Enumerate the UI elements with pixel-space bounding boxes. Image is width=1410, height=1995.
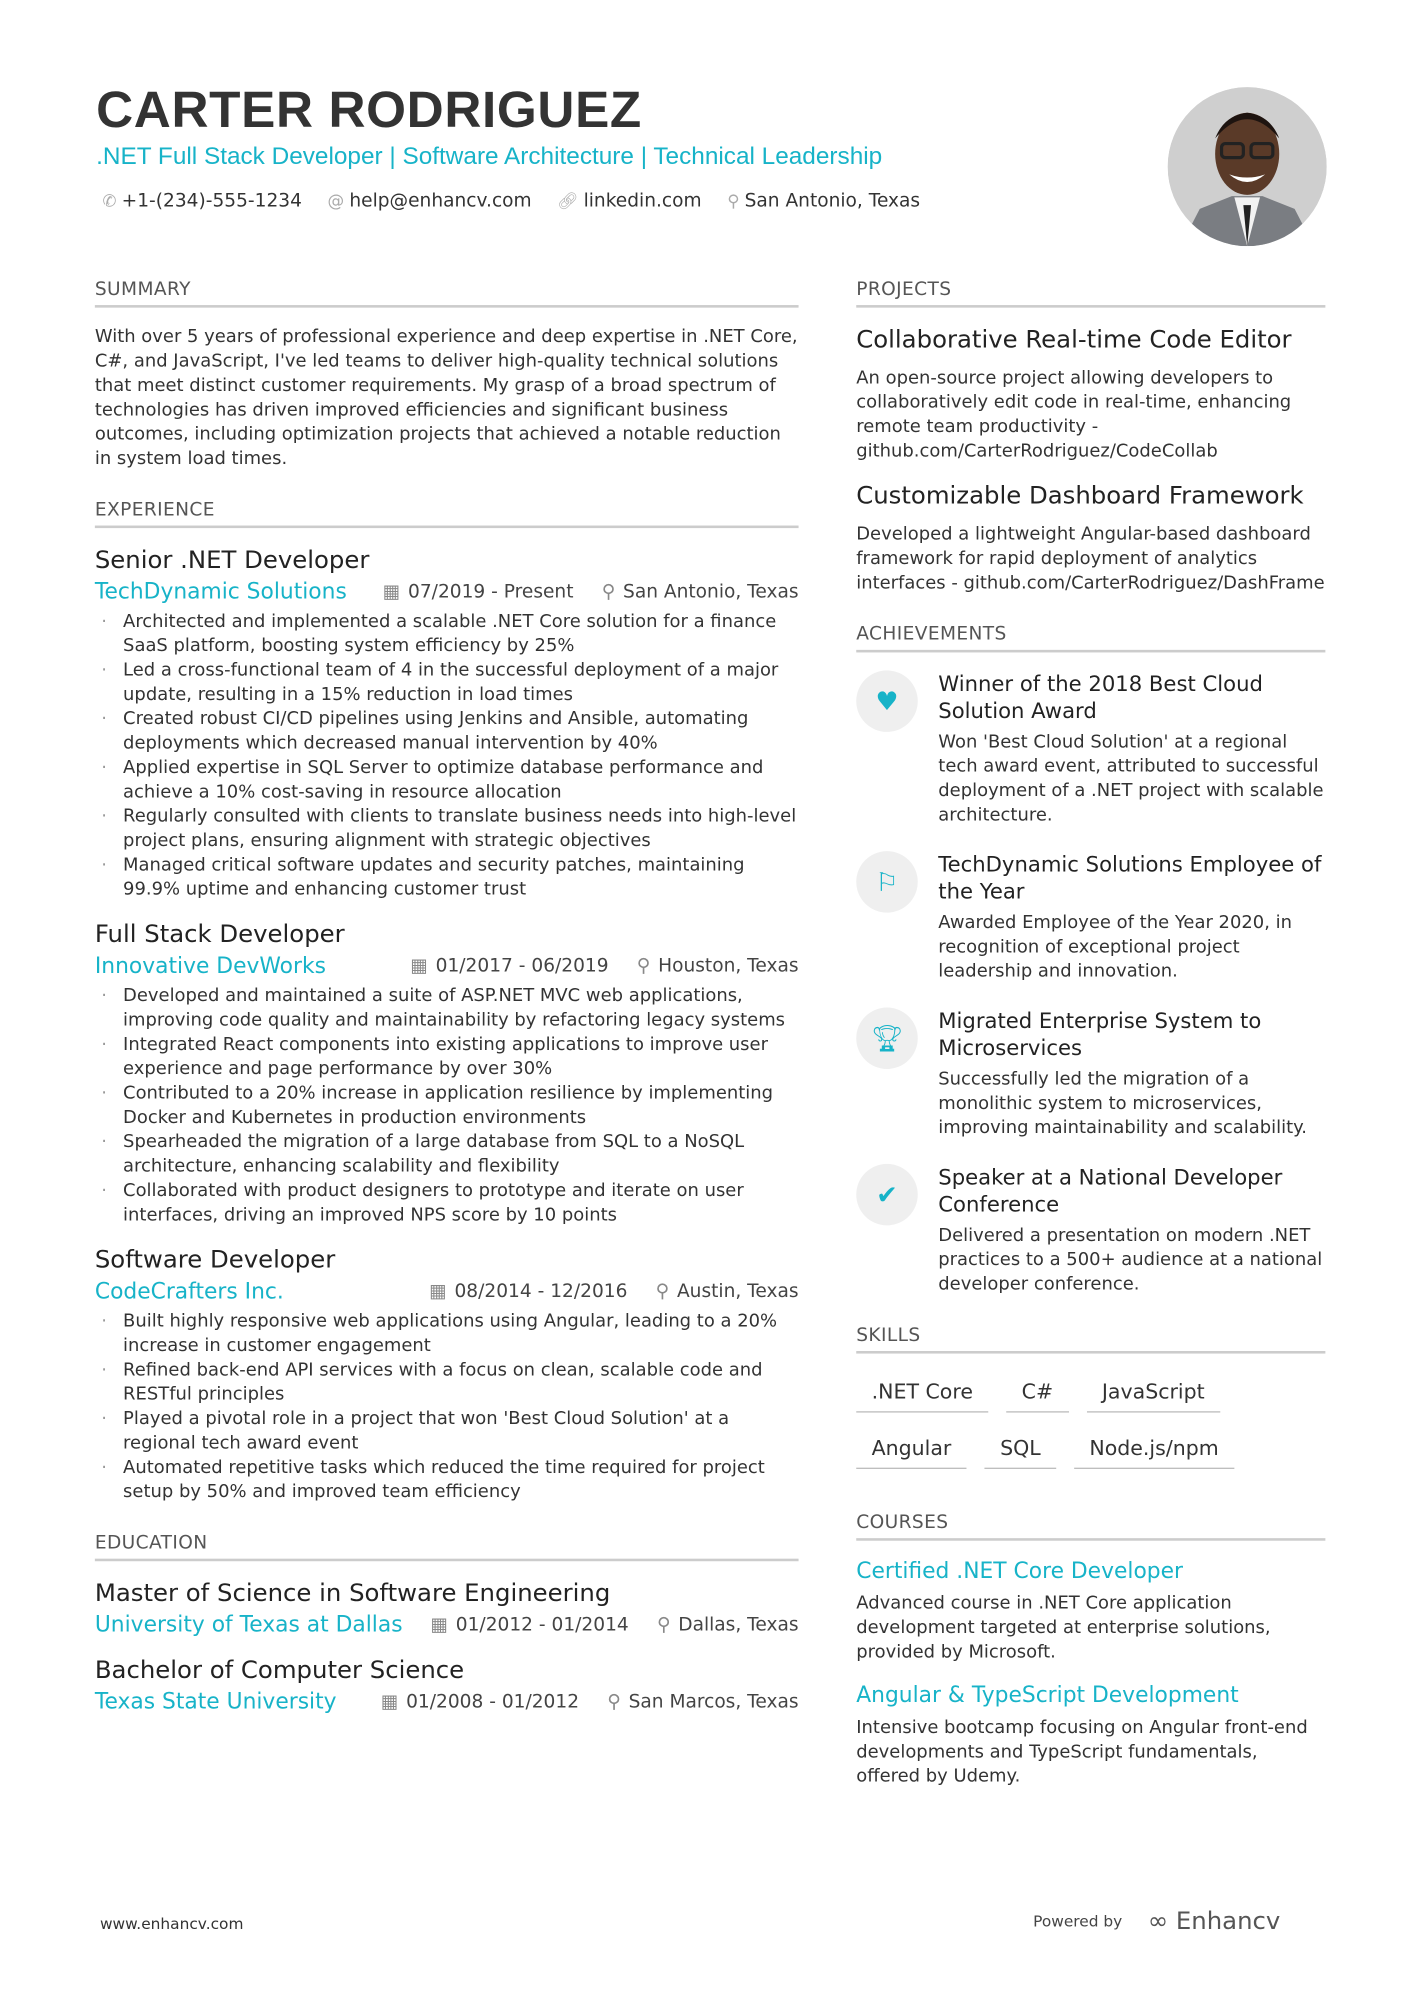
- date-text: 08/2014 - 12/2016: [454, 1281, 628, 1303]
- location-pin-icon: ⚲: [636, 956, 651, 977]
- location-text: Dallas, Texas: [678, 1615, 799, 1636]
- project-title: Collaborative Real-time Code Editor: [856, 325, 1292, 354]
- education-section: [95, 1533, 799, 1715]
- job-title: Full Stack Developer: [94, 920, 345, 949]
- degree-title: Bachelor of Computer Science: [94, 1656, 465, 1685]
- bullet-item: · Refined back-end API services with a focus on clean, scalable code and RESTful principles: [95, 1359, 799, 1408]
- contact-location: ⚲ San Antonio, Texas: [727, 190, 921, 212]
- powered-by-label: Powered by: [1033, 1912, 1123, 1931]
- calendar-icon: ▦: [430, 1615, 449, 1636]
- achievement-item: [856, 1007, 1325, 1140]
- section-heading: SKILLS: [856, 1325, 1325, 1353]
- summary-section: [95, 279, 799, 471]
- location: [637, 956, 799, 977]
- right-column: [856, 279, 1325, 1817]
- meta: [381, 1692, 799, 1713]
- bullet-item: · Automated repetitive tasks which reduced the time required for project setup by 50% and improved team efficiency: [95, 1456, 799, 1505]
- skills-section: [856, 1325, 1325, 1469]
- date-range: [431, 1615, 629, 1636]
- achievement-title: Speaker at a National Developer Conference: [938, 1165, 1283, 1217]
- date-text: 01/2012 - 01/2014: [455, 1615, 629, 1636]
- achievement-description: Delivered a presentation on modern .NET practices to a 500+ audience at a national developer conference.: [938, 1225, 1323, 1295]
- bullet-item: · Built highly responsive web applications using Angular, leading to a 20% increase in customer engagement: [95, 1310, 799, 1359]
- tagline: .NET Full Stack Developer | Software Architecture | Technical Leadership: [96, 143, 883, 171]
- bullet-item: · Led a cross-functional team of 4 in the successful deployment of a major update, resulting in a 15% reduction in load times: [95, 659, 799, 708]
- job-meta-row: [95, 954, 799, 980]
- location: [657, 1615, 799, 1636]
- profile-photo: [1168, 87, 1327, 246]
- phone-icon: ✆: [102, 192, 117, 212]
- location-pin-icon: ⚲: [655, 1281, 670, 1303]
- summary-text: With over 5 years of professional experience and deep expertise in .NET Core, C#, and JavaScript, I've led teams to deliver high-quality technical solutions that meet distinct customer requirements. My grasp of a broad spectrum of technologies has driven improved efficiencies and significant business outcomes, including optimization projects that achieved a notable reduction in system load times.: [94, 326, 798, 470]
- candidate-name: CARTER RODRIGUEZ: [96, 82, 642, 139]
- section-heading: PROJECTS: [856, 279, 1325, 307]
- meta: [383, 582, 799, 603]
- contact-row: [103, 191, 921, 212]
- company-name[interactable]: CodeCrafters Inc.: [94, 1279, 284, 1305]
- location: [602, 582, 799, 603]
- calendar-icon: ▦: [410, 956, 428, 977]
- skill-tag: .NET Core: [856, 1372, 988, 1413]
- project-description: Developed a lightweight Angular-based dashboard framework for rapid deployment of analytics interfaces - github.com/CarterRodriguez/DashFrame: [856, 524, 1325, 594]
- flag-icon: ⚐: [856, 851, 918, 913]
- at-icon: @: [327, 192, 345, 212]
- course-description: Advanced course in .NET Core application development targeted at enterprise solutions, provided by Microsoft.: [856, 1593, 1271, 1663]
- meta: [410, 956, 798, 977]
- projects-section: [856, 279, 1325, 596]
- section-heading: COURSES: [856, 1513, 1325, 1541]
- achievement-title: TechDynamic Solutions Employee of the Year: [938, 852, 1322, 904]
- company-name[interactable]: TechDynamic Solutions: [94, 579, 347, 606]
- bullet-item: · Regularly consulted with clients to translate business needs into high-level project plans, ensuring alignment with strategic objectives: [95, 805, 799, 854]
- calendar-icon: ▦: [380, 1691, 399, 1713]
- heart-icon: ♥: [856, 670, 918, 732]
- location-pin-icon: ⚲: [656, 1615, 671, 1636]
- courses-section: [856, 1513, 1325, 1790]
- footer-powered-by: [1033, 1907, 1280, 1935]
- bullet-item: · Integrated React components into existing applications to improve user experience and page performance by over 30%: [95, 1033, 799, 1082]
- location-text: San Marcos, Texas: [628, 1691, 799, 1713]
- date-range: [383, 582, 574, 603]
- trophy-icon: 🏆︎: [856, 1007, 918, 1069]
- date-text: 01/2017 - 06/2019: [435, 956, 609, 977]
- contact-email[interactable]: @ help@enhancv.com: [327, 190, 532, 212]
- job-meta-row: [95, 1279, 799, 1305]
- bullet-item: · Collaborated with product designers to prototype and iterate on user interfaces, driving an improved NPS score by 10 points: [95, 1179, 799, 1228]
- course-title[interactable]: Certified .NET Core Developer: [856, 1558, 1183, 1585]
- calendar-icon: ▦: [382, 581, 401, 603]
- section-heading: EDUCATION: [95, 1533, 799, 1561]
- education-meta-row: [95, 1613, 799, 1639]
- achievement-item: [856, 670, 1325, 828]
- skill-tag: Angular: [856, 1428, 967, 1469]
- job-bullets: [95, 984, 799, 1228]
- link-icon: 🔗︎: [557, 192, 579, 212]
- bullet-item: · Architected and implemented a scalable .NET Core solution for a finance SaaS platform, boosting system efficiency by 25%: [95, 610, 799, 659]
- location: [656, 1282, 799, 1303]
- achievement-description: Won 'Best Cloud Solution' at a regional tech award event, attributed to successful deployment of a .NET project with scalable architecture.: [938, 731, 1324, 826]
- achievement-body: [938, 670, 1325, 828]
- course-title[interactable]: Angular & TypeScript Development: [856, 1683, 1239, 1709]
- left-column: [95, 279, 799, 1743]
- location-pin-icon: ⚲: [607, 1691, 621, 1713]
- location-text: Austin, Texas: [676, 1281, 799, 1303]
- experience-section: [95, 500, 799, 1505]
- skill-tag: SQL: [985, 1428, 1056, 1469]
- date-range: [410, 956, 608, 977]
- school-name[interactable]: University of Texas at Dallas: [94, 1612, 403, 1639]
- company-name[interactable]: Innovative DevWorks: [94, 953, 326, 980]
- job-title: Software Developer: [94, 1245, 336, 1275]
- job-title: Senior .NET Developer: [94, 546, 370, 575]
- achievements-section: [856, 624, 1325, 1297]
- meta: [431, 1615, 799, 1636]
- achievement-body: [938, 1164, 1325, 1297]
- location-pin-icon: ⚲: [601, 581, 616, 603]
- skill-tag: C#: [1006, 1372, 1068, 1413]
- achievement-item: [856, 1164, 1325, 1297]
- location-text: Houston, Texas: [658, 956, 799, 977]
- section-heading: SUMMARY: [95, 279, 799, 307]
- bullet-item: · Spearheaded the migration of a large database from SQL to a NoSQL architecture, enhancing scalability and flexibility: [95, 1131, 799, 1180]
- achievement-item: [856, 851, 1325, 984]
- contact-phone: ✆ +1-(234)-555-1234: [102, 190, 302, 212]
- job-meta-row: [95, 579, 799, 605]
- achievement-description: Successfully led the migration of a monolithic system to microservices, improving maintainability and scalability.: [938, 1069, 1307, 1139]
- bullet-item: · Developed and maintained a suite of ASP.NET MVC web applications, improving code quality and maintainability by refactoring legacy systems: [95, 984, 799, 1033]
- education-meta-row: [95, 1689, 799, 1715]
- bullet-item: · Managed critical software updates and security patches, maintaining 99.9% uptime and enhancing customer trust: [95, 854, 799, 903]
- location-pin-icon: ⚲: [727, 192, 740, 212]
- skill-tag: JavaScript: [1087, 1372, 1221, 1413]
- achievement-body: [938, 851, 1325, 984]
- meta: [429, 1282, 798, 1303]
- location-text: San Antonio, Texas: [623, 581, 799, 603]
- skills-list: [856, 1372, 1325, 1469]
- school-name[interactable]: Texas State University: [94, 1689, 337, 1716]
- job-bullets: [95, 610, 799, 902]
- section-heading: EXPERIENCE: [95, 500, 799, 528]
- calendar-icon: ▦: [429, 1281, 447, 1303]
- skill-tag: Node.js/npm: [1074, 1428, 1234, 1469]
- bullet-item: · Created robust CI/CD pipelines using Jenkins and Ansible, automating deployments which decreased manual intervention by 40%: [95, 708, 799, 757]
- infinity-icon: ∞: [1147, 1907, 1169, 1936]
- achievement-description: Awarded Employee of the Year 2020, in recognition of exceptional project leadership and innovation.: [938, 912, 1292, 982]
- bullet-item: · Applied expertise in SQL Server to optimize database performance and achieve a 10% cost-saving in resource allocation: [95, 756, 799, 805]
- bullet-item: · Contributed to a 20% increase in application resilience by implementing Docker and Kubernetes in production environments: [95, 1082, 799, 1131]
- date-range: [429, 1282, 627, 1303]
- bullet-item: · Played a pivotal role in a project that won 'Best Cloud Solution' at a regional tech award event: [95, 1407, 799, 1456]
- achievement-title: Migrated Enterprise System to Microservices: [938, 1008, 1262, 1061]
- degree-title: Master of Science in Software Engineering: [94, 1579, 611, 1608]
- date-text: 01/2008 - 01/2012: [406, 1691, 580, 1713]
- project-description: An open-source project allowing developers to collaboratively edit code in real-time, enhancing remote team productivity - github.com/CarterRodriguez/CodeCollab: [856, 367, 1292, 462]
- footer-website[interactable]: www.enhancv.com: [99, 1915, 244, 1933]
- achievement-title: Winner of the 2018 Best Cloud Solution Award: [938, 671, 1263, 723]
- date-text: 07/2019 - Present: [408, 581, 574, 603]
- project-title: Customizable Dashboard Framework: [856, 481, 1304, 511]
- date-range: [381, 1692, 579, 1713]
- check-icon: ✔: [856, 1164, 918, 1226]
- course-description: Intensive bootcamp focusing on Angular front-end developments and TypeScript fundamentals, offered by Udemy.: [856, 1717, 1308, 1787]
- contact-linkedin[interactable]: 🔗︎ linkedin.com: [557, 190, 702, 212]
- location: [607, 1692, 798, 1713]
- enhancv-logo[interactable]: ∞ Enhancv: [1147, 1907, 1281, 1936]
- job-bullets: [95, 1310, 799, 1505]
- achievement-body: [938, 1007, 1325, 1140]
- section-heading: ACHIEVEMENTS: [856, 624, 1325, 652]
